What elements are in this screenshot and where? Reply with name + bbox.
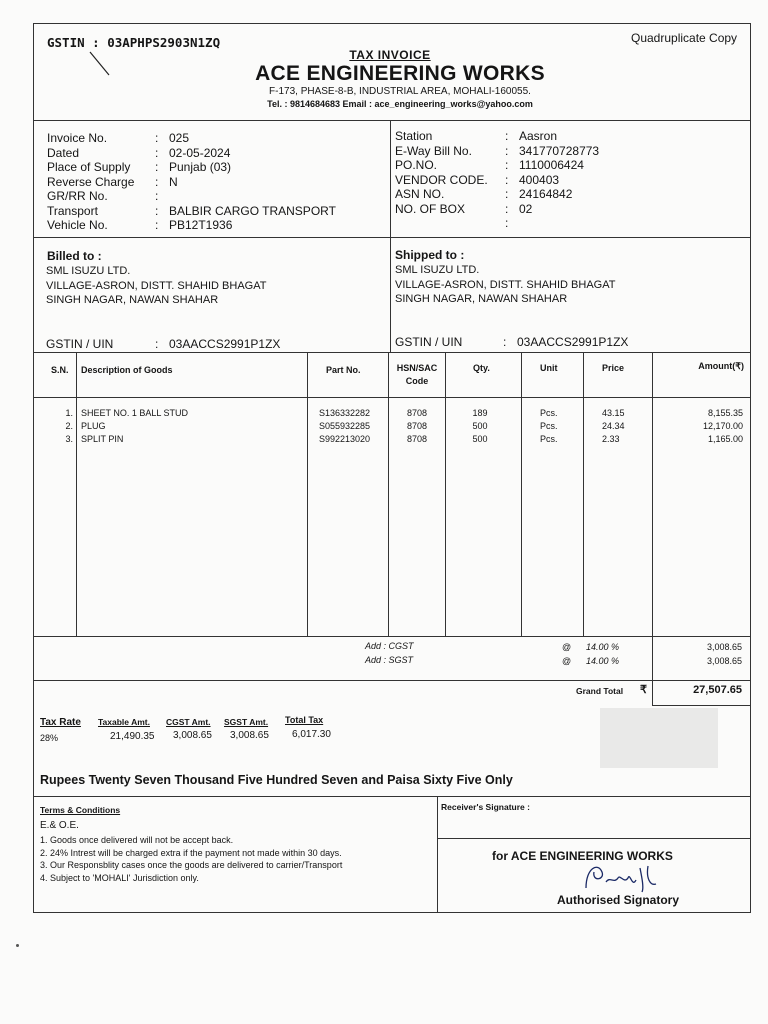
- row-hsn: 8708: [406, 408, 428, 418]
- number-of-boxes: 02: [519, 201, 533, 216]
- row-unit: Pcs.: [540, 434, 558, 444]
- table-row: [33, 420, 751, 433]
- station: Aasron: [519, 129, 558, 143]
- terms-eoe: E.& O.E.: [40, 820, 79, 831]
- row-sn: 2.: [65, 421, 73, 431]
- invoice-date: 02-05-2024: [169, 145, 231, 160]
- reverse-charge: N: [169, 174, 178, 189]
- shipped-line2: SINGH NAGAR, NAWAN SHAHAR: [395, 293, 568, 305]
- row-amount: 8,155.35: [707, 408, 743, 418]
- tax-summary-total-header: Total Tax: [285, 715, 324, 725]
- row-price: 2.33: [602, 434, 620, 444]
- details-right-labels: [395, 129, 488, 216]
- tax-summary-rate: 28%: [40, 733, 59, 743]
- row-unit: Pcs.: [540, 408, 558, 418]
- footer-divider: [33, 796, 751, 797]
- detail-label: VENDOR CODE.: [395, 172, 488, 187]
- tax-summary-cgst-header: CGST Amt.: [166, 717, 211, 727]
- place-of-supply: Punjab (03): [169, 160, 232, 174]
- table-row: [33, 407, 751, 420]
- row-amount: 12,170.00: [702, 421, 743, 431]
- row-price: 43.15: [602, 408, 625, 418]
- details-left-colons: : : : : : : :: [155, 131, 159, 232]
- taxes-bottom-divider: [33, 680, 751, 681]
- shipped-gstin-label: GSTIN / UIN: [395, 335, 463, 349]
- row-part: S055932285: [319, 421, 371, 431]
- detail-label: PO.NO.: [395, 158, 438, 172]
- row-qty: 189: [472, 408, 488, 418]
- cgst-rate: 14.00 %: [586, 642, 620, 652]
- table-header-divider: [33, 397, 751, 398]
- sgst-label: Add : SGST: [365, 655, 414, 665]
- row-hsn: 8708: [406, 421, 428, 431]
- receiver-signature-label: Receiver's Signature :: [441, 802, 530, 812]
- row-description: SPLIT PIN: [81, 434, 124, 444]
- row-sn: 3.: [65, 434, 73, 444]
- tax-summary-cgst: 3,008.65: [173, 730, 212, 741]
- amount-in-words: Rupees Twenty Seven Thousand Five Hundred Seven and Paisa Sixty Five Only: [40, 773, 513, 787]
- terms-item: 3. Our Responsblity cases once the goods are delivered to carrier/Transport: [40, 860, 343, 870]
- doc-title: TAX INVOICE: [349, 48, 431, 62]
- grand-total-value: 27,507.65: [693, 684, 742, 696]
- col-amount: Amount(₹): [698, 361, 744, 371]
- terms-item: 1. Goods once delivered will not be accept back.: [40, 835, 234, 845]
- details-left-values: [169, 131, 336, 233]
- billed-line1: VILLAGE-ASRON, DISTT. SHAHID BHAGAT: [46, 279, 267, 292]
- authorised-signatory: Authorised Signatory: [557, 893, 680, 907]
- row-qty: 500: [472, 434, 488, 444]
- stray-dot: [16, 944, 19, 947]
- signature-icon: [580, 858, 670, 898]
- seller-gstin: GSTIN : 03APHPS2903N1ZQ: [47, 35, 221, 50]
- billed-gstin-label: GSTIN / UIN: [46, 337, 114, 351]
- billed-gstin: 03AACCS2991P1ZX: [169, 337, 281, 351]
- table-row: [33, 433, 751, 446]
- table-top-divider: [33, 352, 751, 353]
- col-sn: S.N.: [51, 365, 69, 375]
- cgst-amount: 3,008.65: [706, 642, 742, 652]
- detail-label: Transport: [47, 203, 98, 218]
- po-number: 1110006424: [519, 158, 584, 172]
- company-name: ACE ENGINEERING WORKS: [255, 62, 545, 85]
- grand-total-label: Grand Total: [576, 686, 624, 696]
- gr-rr-number: [169, 189, 336, 204]
- sgst-amount: 3,008.65: [706, 656, 742, 666]
- col-hsn: HSN/SAC Code: [396, 363, 438, 386]
- company-contact: Tel. : 9814684683 Email : ace_engineering_works@yahoo.com: [267, 99, 533, 109]
- invoice-number: 025: [169, 131, 190, 145]
- terms-heading: Terms & Conditions: [40, 805, 121, 815]
- details-bottom-divider: [33, 237, 751, 238]
- rupee-icon: ₹: [640, 684, 647, 696]
- tax-summary-sgst: 3,008.65: [230, 730, 269, 741]
- row-sn: 1.: [65, 408, 73, 418]
- sgst-rate: 14.00 %: [586, 656, 620, 666]
- invoice-sheet: GSTIN : 03APHPS2903N1ZQ Quadruplicate Copy TAX INVOICE ACE ENGINEERING WORKS F-173, PHASE-8-B, INDUSTRIAL AREA, MOHALI-160055. Tel. : 9814684683 Email : ace_engineering_works@yahoo.com Invoice No. Dated Place of Supply Reverse Charge GR/RR No. Transport Vehicle No. : : : : : : : 025 02-05-2024 Punjab (03) N BALBIR CARGO TRANSPORT PB12T1936 Station E-Way Bill No. PO.NO. VENDOR CODE. ASN NO. NO. OF BOX : : : : : : : Aasron 341770728773 1110006424 400403 24164842 02 Billed to : SML ISUZU LTD. VILLAGE-ASRON, DISTT. SHAHID BHAGAT SINGH NAGAR, NAWAN SHAHAR GSTIN / UIN : 03AACCS2991P1ZX Shipped to : SML ISUZU LTD. VILLAGE-ASRON, DISTT. SHAHID BHAGAT SINGH NAGAR, NAWAN SHAHAR GSTIN / UIN : 03AACCS2991P1ZX S.N. Description of Goods Part No. HSN/SAC Code Qty. Unit Price Amount(₹) 1. SHEET NO. 1 BALL STUD S136332282 8708 189 Pcs. 43.15 8,155.35 2. PLUG S055932285 8708 500 Pcs. 24.34 12,170.00 3. SPLIT PIN S992213020 8708 500 Pcs. 2.33 1,165.00 Add : CGST @ 14.00 % 3,008.65 Add : SGST @ 14.00 % 3,008.65 Grand Total ₹ 27,507.65 Tax Rate Taxable Amt. CGST Amt. SGST Amt. Total Tax 28% 21,490.35 3,008.65 3,008.65 6,017.30 Rupees Twenty Seven Thousand Five Hundred Seven and Paisa Sixty Five Only Terms & Conditions E.& O.E. 1. Goods once delivered will not be accept back. 2. 24% Intrest will be charged extra if the payment not made within 30 days. 3. Our Responsblity cases once the goods are delivered to carrier/Transport 4. Subject to 'MOHALI' Jurisdiction only. Receiver's Signature : for ACE ENGINEERING WORKS Authorised Signatory: [0, 0, 768, 1024]
- asn-number: 24164842: [519, 187, 573, 201]
- billed-heading: Billed to :: [47, 249, 102, 263]
- pen-mark-icon: [88, 50, 112, 78]
- detail-label: ASN NO.: [395, 187, 445, 201]
- items-bottom-divider: [33, 636, 751, 637]
- row-part: S136332282: [319, 408, 371, 418]
- tax-summary-rate-header: Tax Rate: [40, 717, 81, 728]
- row-description: SHEET NO. 1 BALL STUD: [81, 408, 189, 418]
- details-right-values: [519, 129, 599, 216]
- row-unit: Pcs.: [540, 421, 558, 431]
- col-price: Price: [602, 363, 625, 373]
- items-body: [33, 407, 751, 446]
- cgst-label: Add : CGST: [365, 641, 414, 651]
- detail-label: Reverse Charge: [47, 174, 135, 189]
- signatory-for: for ACE ENGINEERING WORKS: [492, 849, 673, 863]
- row-description: PLUG: [81, 421, 106, 431]
- vehicle-number: PB12T1936: [169, 218, 233, 232]
- detail-label: Dated: [47, 145, 80, 160]
- copy-label: Quadruplicate Copy: [631, 31, 738, 45]
- details-right-colons: : : : : : : :: [505, 129, 509, 230]
- tax-summary-taxable-header: Taxable Amt.: [98, 717, 150, 727]
- detail-label: E-Way Bill No.: [395, 143, 472, 158]
- col-unit: Unit: [540, 363, 558, 373]
- transport: BALBIR CARGO TRANSPORT: [169, 203, 336, 218]
- terms-list: [40, 834, 342, 884]
- detail-label: Vehicle No.: [47, 218, 108, 232]
- detail-label: GR/RR No.: [47, 189, 108, 203]
- company-address: F-173, PHASE-8-B, INDUSTRIAL AREA, MOHALI-160055.: [269, 86, 531, 97]
- billed-line2: SINGH NAGAR, NAWAN SHAHAR: [46, 294, 219, 306]
- details-left-labels: [47, 131, 134, 233]
- col-description: Description of Goods: [81, 365, 173, 375]
- detail-label: Place of Supply: [47, 160, 131, 174]
- col-part-no: Part No.: [326, 365, 361, 375]
- row-qty: 500: [472, 421, 488, 431]
- row-hsn: 8708: [406, 434, 428, 444]
- terms-item: 2. 24% Intrest will be charged extra if the payment not made within 30 days.: [40, 847, 342, 858]
- billed-name: SML ISUZU LTD.: [46, 265, 131, 277]
- eway-bill-number: 341770728773: [519, 143, 600, 158]
- vendor-code: 400403: [519, 172, 560, 187]
- header-divider: [33, 120, 751, 121]
- row-amount: 1,165.00: [707, 434, 743, 444]
- tax-summary-taxable: 21,490.35: [110, 731, 155, 742]
- cgst-at: @: [562, 642, 572, 652]
- terms-item: 4. Subject to 'MOHALI' Jurisdiction only.: [40, 872, 199, 883]
- billed-address: [46, 264, 266, 308]
- shipped-gstin: 03AACCS2991P1ZX: [517, 335, 629, 349]
- row-part: S992213020: [319, 434, 371, 444]
- shipped-name: SML ISUZU LTD.: [395, 264, 480, 276]
- col-qty: Qty.: [473, 363, 490, 373]
- detail-label: Invoice No.: [47, 131, 108, 145]
- detail-label: Station: [395, 129, 433, 143]
- tax-summary-total: 6,017.30: [292, 729, 331, 740]
- details-divider: [390, 120, 391, 352]
- footer-column-divider: [437, 796, 438, 913]
- row-price: 24.34: [602, 421, 625, 431]
- shipped-line1: VILLAGE-ASRON, DISTT. SHAHID BHAGAT: [395, 278, 616, 291]
- tax-summary-sgst-header: SGST Amt.: [224, 717, 269, 727]
- detail-label: NO. OF BOX: [395, 201, 466, 216]
- shipped-address: [395, 263, 615, 307]
- shipped-heading: Shipped to :: [395, 248, 465, 262]
- sgst-at: @: [562, 656, 572, 666]
